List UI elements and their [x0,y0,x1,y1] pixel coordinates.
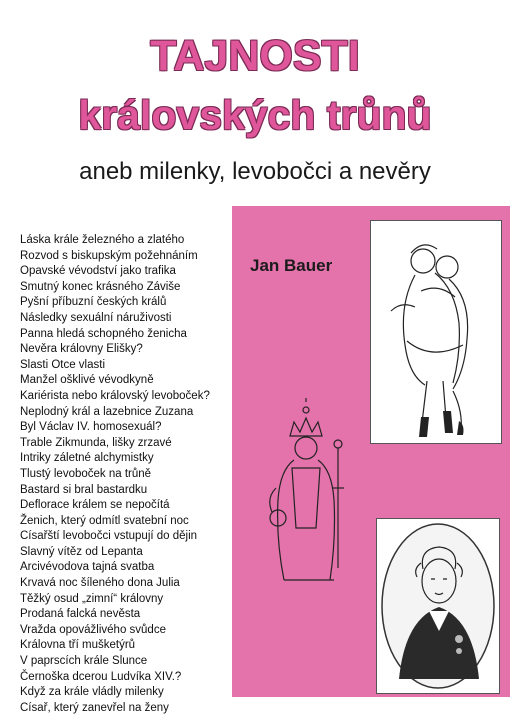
contents-item: Vražda opovážlivého svůdce [20,623,166,636]
contents-item: Těžký osud „zimní“ královny [20,592,164,605]
contents-item: Slavný vítěz od Lepanta [20,545,143,558]
contents-item: Smutný konec krásného Záviše [20,280,181,293]
contents-item: Manžel ošklivé vévodkyně [20,374,154,387]
contents-item: Intriky záletné alchymistky [20,452,154,465]
book-title: TAJNOSTI [150,32,360,80]
contents-item: Panna hledá schopného ženicha [20,327,187,340]
contents-item: Slasti Otce vlasti [20,358,105,371]
contents-item: Arcivévodova tajná svatba [20,561,155,574]
contents-item: Deflorace králem se nepočítá [20,499,170,512]
contents-item: Láska krále železného a zlatého [20,234,185,246]
contents-item: Pyšní příbuzní českých králů [20,296,167,309]
contents-item: Opavské vévodství jako trafika [20,265,176,278]
contents-item: Bastard si bral bastardku [20,483,148,496]
contents-item: Následky sexuální náruživosti [20,311,172,324]
contents-list [20,233,260,716]
contents-item: Neplodný král a lazebnice Zuzana [20,405,194,418]
contents-item: Krvavá noc šíleného dona Julia [20,577,180,590]
book-subtitle: královských trůnů [78,92,432,138]
contents-item: Trable Zikmunda, lišky zrzavé [20,436,172,449]
portrait-drawing [377,519,499,693]
contents-item: Nevěra královny Elišky? [20,343,143,356]
contents-item: Kariérista nebo královský levoboček? [20,389,210,402]
couple-drawing [371,221,501,443]
contents-item: Když za krále vládly milenky [20,686,164,699]
contents-item: Byl Václav IV. homosexuál? [20,421,162,434]
contents-item: Černoška dcerou Ludvíka XIV.? [20,670,182,683]
contents-item: Královna tří mušketýrů [20,639,136,652]
king-illustration [262,398,358,598]
book-tagline: aneb milenky, levobočci a nevěry [79,158,431,185]
contents-item: Tlustý levoboček na trůně [20,467,152,480]
contents-item: Císařští levobočci vstupují do dějin [20,530,198,543]
couple-illustration [370,220,502,444]
contents-item: Ženich, který odmítl svatební noc [20,514,189,527]
contents-item: Rozvod s biskupským požehnáním [20,249,198,262]
king-drawing [262,398,358,598]
contents-item: Prodaná falcká nevěsta [20,608,141,621]
contents-item: Císař, který zanevřel na ženy [20,701,169,714]
contents-item: V paprscích krále Slunce [20,655,148,668]
author-name: Jan Bauer [250,256,333,275]
portrait-illustration [376,518,500,694]
